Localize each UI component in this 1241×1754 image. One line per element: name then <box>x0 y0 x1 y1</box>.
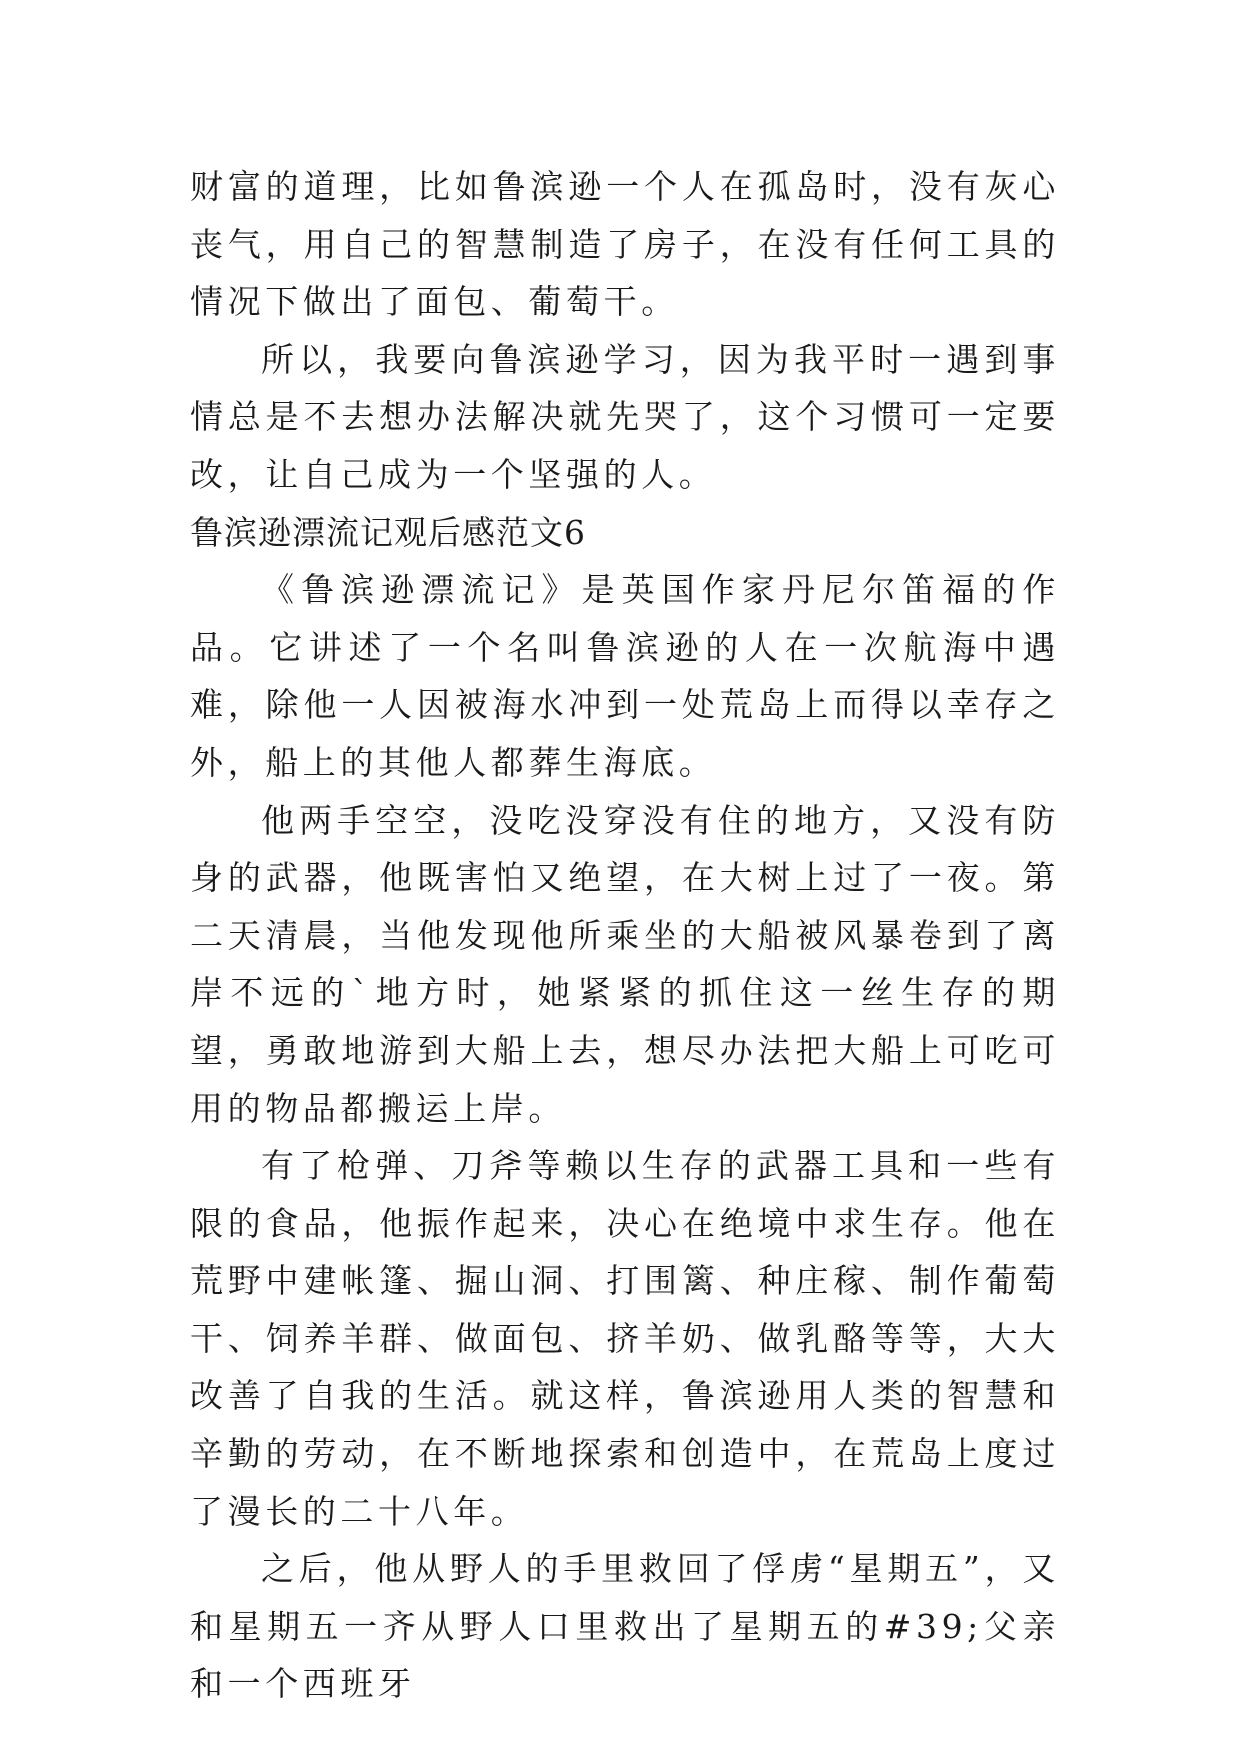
paragraph-3: 《鲁滨逊漂流记》是英国作家丹尼尔笛福的作品。它讲述了一个名叫鲁滨逊的人在一次航海中遇难，除他一人因被海水冲到一处荒岛上而得以幸存之外，船上的其他人都葬生海底。 <box>190 570 1060 782</box>
paragraph-1: 财富的道理，比如鲁滨逊一个人在孤岛时，没有灰心丧气，用自己的智慧制造了房子，在没有任何工具的情况下做出了面包、葡萄干。 <box>190 167 1060 322</box>
section-heading: 鲁滨逊漂流记观后感范文6 <box>190 512 586 552</box>
paragraph-4: 他两手空空，没吃没穿没有住的地方，又没有防身的武器，他既害怕又绝望，在大树上过了一夜。第二天清晨，当他发现他所乘坐的大船被风暴卷到了离岸不远的`地方时，她紧紧的抓住这一丝生存的期望，勇敢地游到大船上去，想尽办法把大船上可吃可用的物品都搬运上岸。 <box>190 800 1060 1128</box>
paragraph-5: 有了枪弹、刀斧等赖以生存的武器工具和一些有限的食品，他振作起来，决心在绝境中求生存。他在荒野中建帐篷、掘山洞、打围篱、种庄稼、制作葡萄干、饲养羊群、做面包、挤羊奶、做乳酪等等，大大改善了自我的生活。就这样，鲁滨逊用人类的智慧和辛勤的劳动，在不断地探索和创造中，在荒岛上度过了漫长的二十八年。 <box>190 1146 1060 1531</box>
document-body <box>190 158 1060 1713</box>
paragraph-6: 之后，他从野人的手里救回了俘虏“星期五”，又和星期五一齐从野人口里救出了星期五的#39;父亲和一个西班牙 <box>190 1549 1060 1704</box>
paragraph-2: 所以，我要向鲁滨逊学习，因为我平时一遇到事情总是不去想办法解决就先哭了，这个习惯可一定要改，让自己成为一个坚强的人。 <box>190 339 1060 494</box>
